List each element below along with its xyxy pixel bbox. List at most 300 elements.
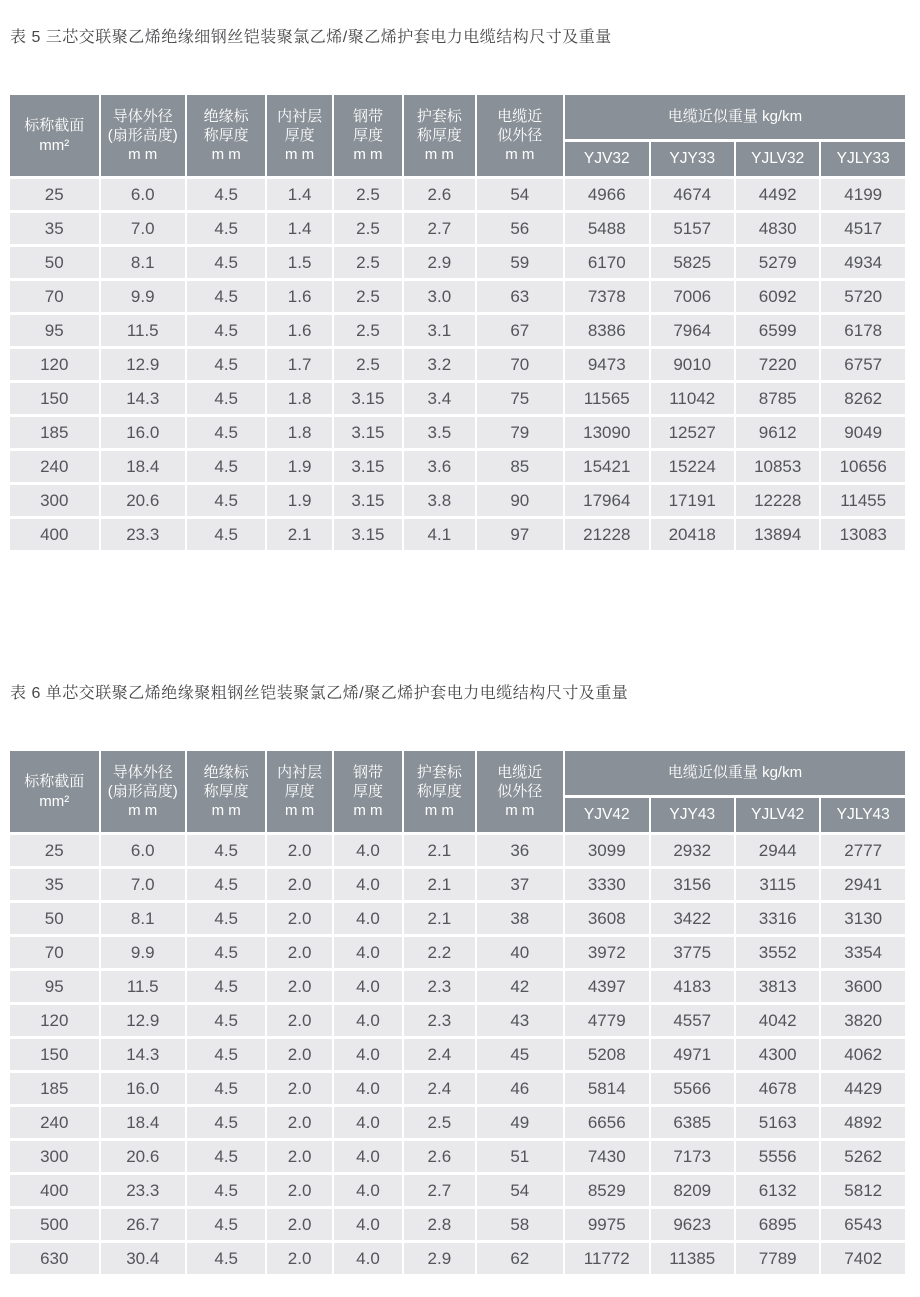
- table-cell: 2.0: [267, 1039, 331, 1070]
- table-cell: 2.4: [404, 1073, 474, 1104]
- table-cell: 2941: [821, 869, 905, 900]
- table-cell: 5488: [565, 213, 648, 244]
- table-cell: 5163: [736, 1107, 819, 1138]
- table-cell: 58: [477, 1209, 563, 1240]
- table-cell: 2.0: [267, 1107, 331, 1138]
- table-cell: 2.1: [404, 903, 474, 934]
- table-cell: 2.1: [267, 519, 331, 550]
- table-cell: 8529: [565, 1175, 648, 1206]
- table-cell: 70: [10, 937, 99, 968]
- table-cell: 43: [477, 1005, 563, 1036]
- table-cell: 4674: [651, 179, 734, 210]
- table-cell: 3.15: [334, 519, 402, 550]
- table-cell: 20.6: [101, 485, 185, 516]
- table-cell: 3972: [565, 937, 648, 968]
- table-cell: 1.7: [267, 349, 331, 380]
- table-cell: 7378: [565, 281, 648, 312]
- table-cell: 3608: [565, 903, 648, 934]
- table-cell: 5262: [821, 1141, 905, 1172]
- table-cell: 4397: [565, 971, 648, 1002]
- table-cell: 3422: [651, 903, 734, 934]
- table-cell: 90: [477, 485, 563, 516]
- column-header-3: 内衬层 厚度 m m: [267, 751, 331, 832]
- table-cell: 2777: [821, 835, 905, 866]
- table-cell: 8.1: [101, 247, 185, 278]
- table-cell: 185: [10, 1073, 99, 1104]
- table-cell: 2.4: [404, 1039, 474, 1070]
- table-cell: 2.7: [404, 1175, 474, 1206]
- table-cell: 6170: [565, 247, 648, 278]
- table-cell: 4.5: [187, 1141, 265, 1172]
- table-cell: 2.5: [334, 213, 402, 244]
- table-row: [10, 281, 905, 312]
- table-cell: 35: [10, 213, 99, 244]
- table-cell: 4.0: [334, 971, 402, 1002]
- table-cell: 2.1: [404, 835, 474, 866]
- table-cell: 4.5: [187, 1107, 265, 1138]
- table5: [8, 92, 907, 553]
- table-cell: 3.15: [334, 485, 402, 516]
- table-cell: 20418: [651, 519, 734, 550]
- table-cell: 42: [477, 971, 563, 1002]
- table-cell: 3130: [821, 903, 905, 934]
- table-cell: 5279: [736, 247, 819, 278]
- table-cell: 11.5: [101, 315, 185, 346]
- table-cell: 4199: [821, 179, 905, 210]
- table-cell: 4830: [736, 213, 819, 244]
- table-cell: 11385: [651, 1243, 734, 1274]
- table-cell: 3099: [565, 835, 648, 866]
- table-cell: 95: [10, 315, 99, 346]
- table-cell: 4.0: [334, 1107, 402, 1138]
- table-cell: 3.5: [404, 417, 474, 448]
- table-cell: 4.0: [334, 1243, 402, 1274]
- table-cell: 17964: [565, 485, 648, 516]
- table-cell: 2.0: [267, 869, 331, 900]
- column-header-5: 护套标 称厚度 m m: [404, 751, 474, 832]
- weight-subcolumn-0: YJV32: [565, 142, 648, 176]
- table-row: [10, 1141, 905, 1172]
- table-cell: 97: [477, 519, 563, 550]
- table-cell: 16.0: [101, 1073, 185, 1104]
- table-cell: 54: [477, 1175, 563, 1206]
- table-cell: 45: [477, 1039, 563, 1070]
- table-cell: 2.1: [404, 869, 474, 900]
- table-cell: 3.8: [404, 485, 474, 516]
- table-cell: 4.5: [187, 213, 265, 244]
- table-cell: 18.4: [101, 451, 185, 482]
- table-row: [10, 485, 905, 516]
- table-cell: 36: [477, 835, 563, 866]
- table-row: [10, 1243, 905, 1274]
- table-cell: 12.9: [101, 1005, 185, 1036]
- table-cell: 2.5: [404, 1107, 474, 1138]
- table-cell: 7402: [821, 1243, 905, 1274]
- table-cell: 3156: [651, 869, 734, 900]
- table-cell: 4971: [651, 1039, 734, 1070]
- table-cell: 8785: [736, 383, 819, 414]
- table-cell: 3.1: [404, 315, 474, 346]
- table-cell: 6656: [565, 1107, 648, 1138]
- table-cell: 10853: [736, 451, 819, 482]
- table-cell: 4.5: [187, 903, 265, 934]
- table-cell: 79: [477, 417, 563, 448]
- table-cell: 35: [10, 869, 99, 900]
- table-cell: 3813: [736, 971, 819, 1002]
- table-cell: 5566: [651, 1073, 734, 1104]
- table-cell: 3.15: [334, 417, 402, 448]
- table-cell: 120: [10, 349, 99, 380]
- weight-subcolumn-0: YJV42: [565, 798, 648, 832]
- table-row: [10, 179, 905, 210]
- table-cell: 18.4: [101, 1107, 185, 1138]
- table-cell: 9623: [651, 1209, 734, 1240]
- table-cell: 4779: [565, 1005, 648, 1036]
- table-cell: 4.5: [187, 247, 265, 278]
- table-cell: 6.0: [101, 835, 185, 866]
- table-cell: 2.9: [404, 247, 474, 278]
- table-cell: 17191: [651, 485, 734, 516]
- table-cell: 12527: [651, 417, 734, 448]
- table-cell: 2.5: [334, 349, 402, 380]
- table-cell: 4.0: [334, 1039, 402, 1070]
- table-cell: 2.0: [267, 971, 331, 1002]
- table-cell: 4.1: [404, 519, 474, 550]
- column-header-3: 内衬层 厚度 m m: [267, 95, 331, 176]
- column-header-6: 电缆近 似外径 m m: [477, 95, 563, 176]
- table-row: [10, 1039, 905, 1070]
- table-cell: 67: [477, 315, 563, 346]
- table-cell: 2.0: [267, 1209, 331, 1240]
- weight-subcolumn-2: YJLV32: [736, 142, 819, 176]
- table-cell: 4.5: [187, 281, 265, 312]
- table-cell: 9473: [565, 349, 648, 380]
- table-cell: 1.6: [267, 315, 331, 346]
- table-cell: 13894: [736, 519, 819, 550]
- column-header-1: 导体外径 (扇形高度) m m: [101, 751, 185, 832]
- table-cell: 85: [477, 451, 563, 482]
- table-cell: 1.8: [267, 383, 331, 414]
- table-cell: 3330: [565, 869, 648, 900]
- table-cell: 3.15: [334, 451, 402, 482]
- table-cell: 12228: [736, 485, 819, 516]
- table-cell: 2.0: [267, 835, 331, 866]
- table-cell: 21228: [565, 519, 648, 550]
- table-row: [10, 247, 905, 278]
- table-row: [10, 1073, 905, 1104]
- table-cell: 2.5: [334, 179, 402, 210]
- table-cell: 51: [477, 1141, 563, 1172]
- table-cell: 20.6: [101, 1141, 185, 1172]
- table-cell: 5825: [651, 247, 734, 278]
- table-cell: 2.3: [404, 1005, 474, 1036]
- table-cell: 400: [10, 519, 99, 550]
- table-row: [10, 937, 905, 968]
- table-cell: 4.5: [187, 1073, 265, 1104]
- table-row: [10, 1209, 905, 1240]
- table-cell: 37: [477, 869, 563, 900]
- column-header-2: 绝缘标 称厚度 m m: [187, 751, 265, 832]
- table-cell: 11565: [565, 383, 648, 414]
- column-header-2: 绝缘标 称厚度 m m: [187, 95, 265, 176]
- table-cell: 50: [10, 247, 99, 278]
- table6: [8, 748, 907, 1277]
- table-cell: 8386: [565, 315, 648, 346]
- table-cell: 240: [10, 451, 99, 482]
- table6-title: 表 6 单芯交联聚乙烯绝缘聚粗钢丝铠装聚氯乙烯/聚乙烯护套电力电缆结构尺寸及重量: [10, 685, 629, 702]
- table-row: [10, 451, 905, 482]
- table-cell: 11772: [565, 1243, 648, 1274]
- table-cell: 46: [477, 1073, 563, 1104]
- table-cell: 4492: [736, 179, 819, 210]
- table-cell: 185: [10, 417, 99, 448]
- weight-group-header: 电缆近似重量 kg/km: [565, 95, 905, 139]
- table-cell: 54: [477, 179, 563, 210]
- table-cell: 4.5: [187, 1005, 265, 1036]
- table-cell: 1.9: [267, 485, 331, 516]
- table-cell: 240: [10, 1107, 99, 1138]
- table-row: [10, 519, 905, 550]
- table-cell: 4.5: [187, 383, 265, 414]
- table-cell: 3820: [821, 1005, 905, 1036]
- table-cell: 23.3: [101, 1175, 185, 1206]
- table-cell: 3600: [821, 971, 905, 1002]
- table-cell: 1.4: [267, 213, 331, 244]
- table-cell: 1.6: [267, 281, 331, 312]
- table-row: [10, 903, 905, 934]
- table-cell: 2.2: [404, 937, 474, 968]
- weight-subcolumn-3: YJLY43: [821, 798, 905, 832]
- table-cell: 4.0: [334, 1209, 402, 1240]
- table-cell: 70: [10, 281, 99, 312]
- table-cell: 50: [10, 903, 99, 934]
- table-cell: 30.4: [101, 1243, 185, 1274]
- table-cell: 4678: [736, 1073, 819, 1104]
- table-cell: 8209: [651, 1175, 734, 1206]
- table-cell: 5812: [821, 1175, 905, 1206]
- table-cell: 4429: [821, 1073, 905, 1104]
- table-cell: 8.1: [101, 903, 185, 934]
- table-cell: 11042: [651, 383, 734, 414]
- table-cell: 7964: [651, 315, 734, 346]
- table-cell: 4.0: [334, 903, 402, 934]
- table-cell: 2.5: [334, 281, 402, 312]
- table-cell: 6895: [736, 1209, 819, 1240]
- table-cell: 9.9: [101, 281, 185, 312]
- table-cell: 3.6: [404, 451, 474, 482]
- table-cell: 13090: [565, 417, 648, 448]
- table-cell: 6132: [736, 1175, 819, 1206]
- table-row: [10, 349, 905, 380]
- table-cell: 49: [477, 1107, 563, 1138]
- table-cell: 9010: [651, 349, 734, 380]
- table-cell: 1.9: [267, 451, 331, 482]
- table-cell: 7.0: [101, 869, 185, 900]
- table-row: [10, 971, 905, 1002]
- table-cell: 2.7: [404, 213, 474, 244]
- table-cell: 7430: [565, 1141, 648, 1172]
- table-cell: 2.5: [334, 315, 402, 346]
- table-cell: 120: [10, 1005, 99, 1036]
- table-cell: 3.4: [404, 383, 474, 414]
- table-cell: 75: [477, 383, 563, 414]
- table-cell: 4.5: [187, 1209, 265, 1240]
- table-cell: 4517: [821, 213, 905, 244]
- table-cell: 5814: [565, 1073, 648, 1104]
- table-cell: 4.0: [334, 1073, 402, 1104]
- table-cell: 4892: [821, 1107, 905, 1138]
- table-cell: 4966: [565, 179, 648, 210]
- table-cell: 7006: [651, 281, 734, 312]
- table-cell: 15224: [651, 451, 734, 482]
- column-header-1: 导体外径 (扇形高度) m m: [101, 95, 185, 176]
- table-cell: 4.0: [334, 937, 402, 968]
- table-cell: 4.5: [187, 1175, 265, 1206]
- table-cell: 4042: [736, 1005, 819, 1036]
- table-cell: 300: [10, 485, 99, 516]
- table-cell: 630: [10, 1243, 99, 1274]
- column-header-5: 护套标 称厚度 m m: [404, 95, 474, 176]
- table-cell: 9612: [736, 417, 819, 448]
- table-cell: 2944: [736, 835, 819, 866]
- table-row: [10, 1005, 905, 1036]
- table-cell: 4.5: [187, 971, 265, 1002]
- table-cell: 56: [477, 213, 563, 244]
- table-cell: 6092: [736, 281, 819, 312]
- table-cell: 3775: [651, 937, 734, 968]
- table-cell: 2.0: [267, 1243, 331, 1274]
- table-cell: 4.5: [187, 315, 265, 346]
- table-cell: 6178: [821, 315, 905, 346]
- table-cell: 2.0: [267, 1141, 331, 1172]
- table-cell: 7173: [651, 1141, 734, 1172]
- table-cell: 25: [10, 835, 99, 866]
- table-cell: 4300: [736, 1039, 819, 1070]
- table-cell: 5720: [821, 281, 905, 312]
- table-cell: 2.5: [334, 247, 402, 278]
- table-cell: 1.4: [267, 179, 331, 210]
- table-cell: 4.5: [187, 869, 265, 900]
- table-cell: 16.0: [101, 417, 185, 448]
- table-cell: 7789: [736, 1243, 819, 1274]
- column-header-4: 钢带 厚度 m m: [334, 751, 402, 832]
- table-cell: 4183: [651, 971, 734, 1002]
- table-cell: 2.6: [404, 1141, 474, 1172]
- table-cell: 59: [477, 247, 563, 278]
- table-cell: 9975: [565, 1209, 648, 1240]
- table-cell: 4.5: [187, 519, 265, 550]
- table-cell: 400: [10, 1175, 99, 1206]
- table-cell: 4.5: [187, 1039, 265, 1070]
- table-cell: 2.0: [267, 1175, 331, 1206]
- table-cell: 38: [477, 903, 563, 934]
- table-cell: 4.0: [334, 1005, 402, 1036]
- table-row: [10, 869, 905, 900]
- weight-subcolumn-3: YJLY33: [821, 142, 905, 176]
- table-cell: 4.5: [187, 937, 265, 968]
- table-cell: 3.15: [334, 383, 402, 414]
- table-row: [10, 835, 905, 866]
- table-cell: 4.5: [187, 1243, 265, 1274]
- header-row: [10, 95, 905, 139]
- table-cell: 6599: [736, 315, 819, 346]
- table-cell: 300: [10, 1141, 99, 1172]
- table-cell: 11455: [821, 485, 905, 516]
- table-cell: 8262: [821, 383, 905, 414]
- column-header-0: 标称截面 mm²: [10, 95, 99, 176]
- table-cell: 4.5: [187, 179, 265, 210]
- table-cell: 2.0: [267, 1073, 331, 1104]
- weight-subcolumn-1: YJY33: [651, 142, 734, 176]
- table-cell: 5208: [565, 1039, 648, 1070]
- table-cell: 63: [477, 281, 563, 312]
- table-cell: 2.0: [267, 1005, 331, 1036]
- table-cell: 3552: [736, 937, 819, 968]
- table-cell: 4.5: [187, 417, 265, 448]
- table-cell: 3.0: [404, 281, 474, 312]
- table-cell: 3115: [736, 869, 819, 900]
- table-cell: 2.3: [404, 971, 474, 1002]
- table-row: [10, 213, 905, 244]
- table-cell: 4.5: [187, 451, 265, 482]
- table-cell: 6.0: [101, 179, 185, 210]
- table-cell: 2.0: [267, 937, 331, 968]
- table-cell: 26.7: [101, 1209, 185, 1240]
- table-cell: 4.0: [334, 1175, 402, 1206]
- column-header-4: 钢带 厚度 m m: [334, 95, 402, 176]
- table-cell: 150: [10, 383, 99, 414]
- table-cell: 1.8: [267, 417, 331, 448]
- table-cell: 4062: [821, 1039, 905, 1070]
- table-cell: 70: [477, 349, 563, 380]
- table-cell: 23.3: [101, 519, 185, 550]
- table-cell: 6385: [651, 1107, 734, 1138]
- table-cell: 500: [10, 1209, 99, 1240]
- table-row: [10, 417, 905, 448]
- table-cell: 6543: [821, 1209, 905, 1240]
- table-cell: 4934: [821, 247, 905, 278]
- table-cell: 4.5: [187, 349, 265, 380]
- weight-group-header: 电缆近似重量 kg/km: [565, 751, 905, 795]
- table-cell: 4.0: [334, 1141, 402, 1172]
- table-row: [10, 315, 905, 346]
- table-cell: 3354: [821, 937, 905, 968]
- table-cell: 1.5: [267, 247, 331, 278]
- table-cell: 5556: [736, 1141, 819, 1172]
- table-row: [10, 383, 905, 414]
- table-cell: 7.0: [101, 213, 185, 244]
- weight-subcolumn-2: YJLV42: [736, 798, 819, 832]
- table-cell: 4557: [651, 1005, 734, 1036]
- table-cell: 14.3: [101, 1039, 185, 1070]
- table-cell: 4.5: [187, 835, 265, 866]
- table-cell: 4.0: [334, 869, 402, 900]
- table-cell: 9049: [821, 417, 905, 448]
- table-cell: 25: [10, 179, 99, 210]
- table-cell: 62: [477, 1243, 563, 1274]
- table-cell: 5157: [651, 213, 734, 244]
- table5-section: [10, 24, 910, 553]
- table5-title: 表 5 三芯交联聚乙烯绝缘细钢丝铠装聚氯乙烯/聚乙烯护套电力电缆结构尺寸及重量: [10, 29, 612, 46]
- table-cell: 2.0: [267, 903, 331, 934]
- column-header-0: 标称截面 mm²: [10, 751, 99, 832]
- table-cell: 2.8: [404, 1209, 474, 1240]
- table-row: [10, 1175, 905, 1206]
- table-cell: 13083: [821, 519, 905, 550]
- column-header-6: 电缆近 似外径 m m: [477, 751, 563, 832]
- table-row: [10, 1107, 905, 1138]
- table-cell: 15421: [565, 451, 648, 482]
